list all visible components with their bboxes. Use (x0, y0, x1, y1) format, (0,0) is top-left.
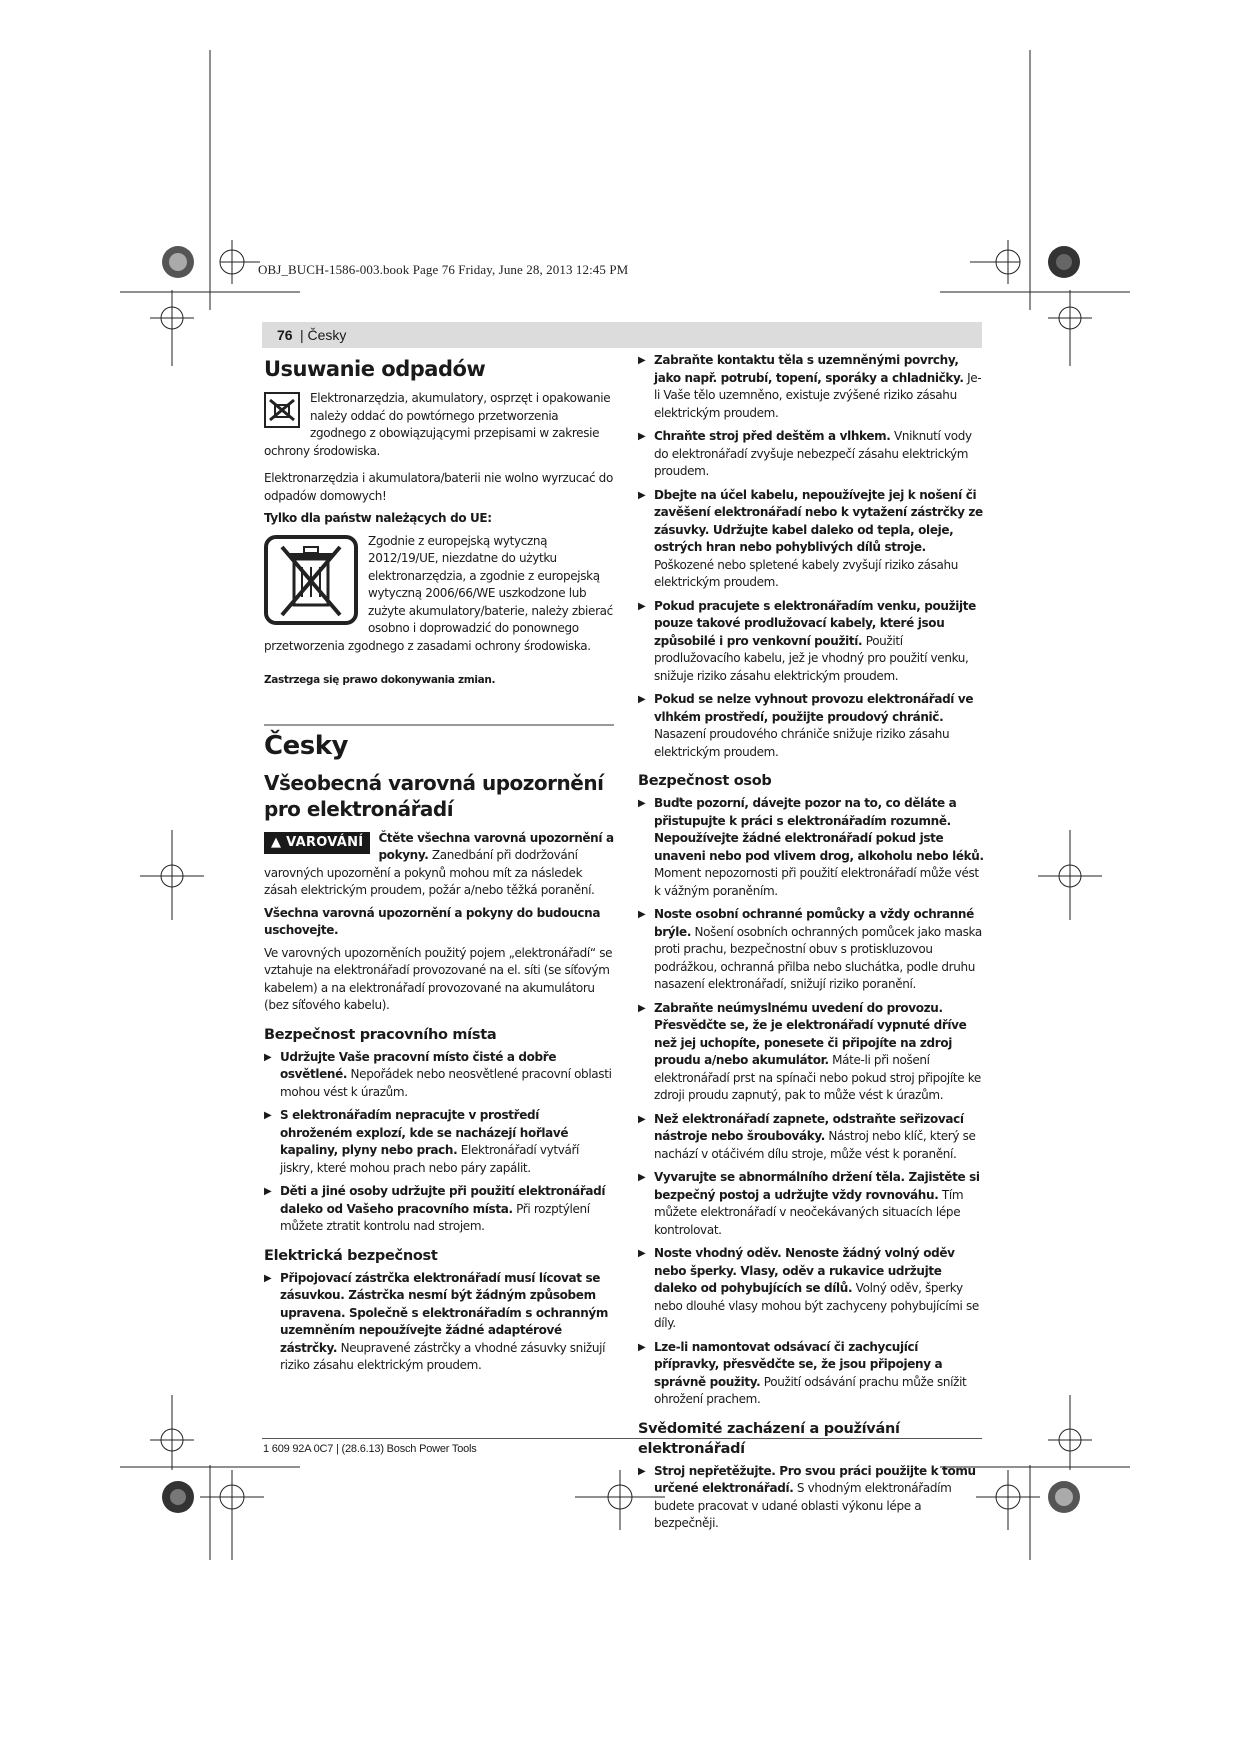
list-item: ▶ Dbejte na účel kabelu, nepoužívejte jej k nošení či zavěšení elektronářadí nebo k vytažení zástrčky ze zásuvky. Udržujte kabel daleko od tepla, oleje, ostrých hran nebo pohyblivých dílů stroje. Poškozené nebo spletené kabely zvyšují riziko zásahu elektrickým proudem. (638, 487, 983, 589)
list-item: ▶ Stroj nepřetěžujte. Pro svou práci použijte k tomu určené elektronářadí. S vhodným elektronářadím budete pracovat v udané oblasti výkonu lépe a bezpečněji. (638, 1463, 976, 1530)
left-column (264, 352, 614, 1381)
warning-badge: ▲ VAROVÁNÍ (264, 832, 370, 854)
book-info-line: OBJ_BUCH-1586-003.book Page 76 Friday, June 28, 2013 12:45 PM (258, 262, 629, 277)
cz-title: Česky (264, 730, 348, 761)
list-item: ▶ Než elektronářadí zapnete, odstraňte seřizovací nástroje nebo šroubováky. Nástroj nebo klíč, který se nachází v otáčivém dílu stroje, může vést k poranění. (638, 1111, 976, 1161)
page-number: 76 (277, 327, 293, 343)
pl-paragraph-3: Zgodnie z europejską wytyczną 2012/19/UE, niezdatne do użytku elektronarzędzia, a zgodnie z europejską wytyczną 2006/66/WE uszkodzone lub zużyte akumulatory/baterie, należy zbierać osobno i doprowadzić do ponownego przetworzenia zgodnego z zasadami ochrony środowiska. (264, 533, 613, 653)
pl-recycling-block (264, 390, 614, 465)
list-item: ▶ Pokud se nelze vyhnout provozu elektronářadí ve vlhkém prostředí, použijte proudový chránič. Nasazení proudového chrániče snižuje riziko zásahu elektrickým proudem. (638, 692, 974, 759)
crossed-bin-icon (264, 535, 358, 625)
header-language: | Česky (300, 327, 347, 343)
recycling-icon (264, 392, 300, 428)
list-item: ▶ S elektronářadím nepracujte v prostředí ohroženém explozí, kde se nacházejí hořlavé kapaliny, plyny nebo prach. Elektronářadí vytváří jiskry, které mohou prach nebo páry zapálit. (264, 1108, 580, 1175)
pl-paragraph-2: Elektronarzędzia i akumulatora/baterii nie wolno wyrzucać do odpadów domowych! (264, 471, 613, 503)
personal-safety-heading: Bezpečnost osob (638, 773, 772, 789)
pl-reserve-note: Zastrzega się prawo dokonywania zmian. (264, 674, 496, 686)
list-item: ▶ Pokud pracujete s elektronářadím venku, použijte pouze takové prodlužovací kabely, které jsou způsobilé i pro venkovní použití. Použití prodlužovacího kabelu, jež je vhodný pro použití venku, snižuje riziko zásahu elektrickým proudem. (638, 598, 976, 683)
pl-weee-block (264, 533, 614, 661)
list-item: ▶ Noste vhodný oděv. Nenoste žádný volný oděv nebo šperky. Vlasy, oděv a rukavice udržujte daleko od pohybujících se dílů. Volný oděv, šperky nebo dlouhé vlasy mohou být zachyceny pohybujícími se díly. (638, 1246, 979, 1330)
term-definition: Ve varovných upozorněních použitý pojem „elektronářadí“ se vztahuje na elektronářadí provozované na el. síti (se síťovým kabelem) a na elektronářadí provozované na akumulátoru (bez síťového kabelu). (264, 945, 613, 1012)
electrical-safety-heading: Elektrická bezpečnost (264, 1247, 438, 1264)
list-item: ▶ Vyvarujte se abnormálního držení těla. Zajistěte si bezpečný postoj a udržujte vždy rovnováhu. Tím můžete elektronářadí v neočekávaných situacích lépe kontrolovat. (638, 1170, 980, 1237)
keep-instructions: Všechna varovná upozornění a pokyny do budoucna uschovejte. (264, 905, 601, 937)
page-header-bar (262, 322, 982, 348)
footer-text: 1 609 92A 0C7 | (28.6.13) Bosch Power Tools (263, 1443, 477, 1455)
cz-general-warnings-title: Všeobecná varovná upozornění pro elektronářadí (264, 770, 604, 821)
list-item: ▶ Připojovací zástrčka elektronářadí musí lícovat se zásuvkou. Zástrčka nesmí být žádným způsobem upravena. Společně s elektronářadím s ochranným uzemněním nepoužívejte žádné adaptérové zástrčky. Neupravené zástrčky a vhodné zásuvky snižují riziko zásahu elektrickým proudem. (264, 1270, 609, 1372)
language-divider (264, 724, 614, 726)
work-area-heading: Bezpečnost pracovního místa (264, 1026, 497, 1043)
warning-bold: Čtěte všechna varovná upozornění a pokyny. (378, 830, 614, 862)
right-column (638, 352, 984, 1539)
pl-eu-heading: Tylko dla państw należących do UE: (264, 511, 492, 525)
footer-rule (262, 1438, 982, 1439)
list-item: ▶ Zabraňte neúmyslnému uvedení do provozu. Přesvědčte se, že je elektronářadí vypnuté dříve než jej uchopíte, ponesete či připojíte na zdroj proudu a/nebo akumulátor. Máte-li při nošení elektronářadí prst na spínači nebo pokud stroj připojíte ke zdroji proudu zapnutý, pak to může vést k úrazům. (638, 1000, 981, 1102)
careful-use-heading: Svědomité zacházení a používání elektronářadí (638, 1420, 900, 1457)
list-item: ▶ Buďte pozorní, dávejte pozor na to, co děláte a přistupujte k práci s elektronářadím rozumně. Nepoužívejte žádné elektronářadí pokud jste unaveni nebo pod vlivem drog, alkoholu nebo léků. Moment nepozornosti při použití elektronářadí může vést k vážným poraněním. (638, 796, 984, 898)
list-item: ▶ Chraňte stroj před deštěm a vlhkem. Vniknutí vody do elektronářadí zvyšuje nebezpečí zásahu elektrickým proudem. (638, 429, 972, 478)
list-item: ▶ Děti a jiné osoby udržujte při použití elektronářadí daleko od Vašeho pracovního místa. Při rozptýlení můžete ztratit kontrolu nad strojem. (264, 1184, 606, 1233)
list-item: ▶ Udržujte Vaše pracovní místo čisté a dobře osvětlené. Nepořádek nebo neosvětlené pracovní oblasti mohou vést k úrazům. (264, 1049, 612, 1099)
pl-disposal-title: Usuwanie odpadów (264, 357, 486, 381)
list-item: ▶ Noste osobní ochranné pomůcky a vždy ochranné brýle. Nošení osobních ochranných pomůcek jako maska proti prachu, bezpečnostní obuv s protiskluzovou podrážkou, ochranná přilba nebo sluchátka, podle druhu nasazení elektronářadí, snižují riziko poranění. (638, 907, 982, 991)
warning-text: Zanedbání při dodržování varovných upozornění a pokynů mohou mít za následek zásah elektrickým proudem, požár a/nebo těžká poranění. (264, 848, 595, 897)
warning-block (264, 830, 614, 900)
list-item: ▶ Lze-li namontovat odsávací či zachycující přípravky, přesvědčte se, že jsou připojeny a správně použity. Použití odsávání prachu může snížit ohrožení prachem. (638, 1339, 967, 1406)
pl-paragraph-1: Elektronarzędzia, akumulatory, osprzęt i opakowanie należy oddać do powtórnego przetworzenia zgodnego z obowiązującymi przepisami w zakresie ochrony środowiska. (264, 391, 611, 458)
list-item: ▶ Zabraňte kontaktu těla s uzemněnými povrchy, jako např. potrubí, topení, sporáky a chladničky. Je-li Vaše tělo uzemněno, existuje zvýšené riziko zásahu elektrickým proudem. (638, 353, 982, 420)
